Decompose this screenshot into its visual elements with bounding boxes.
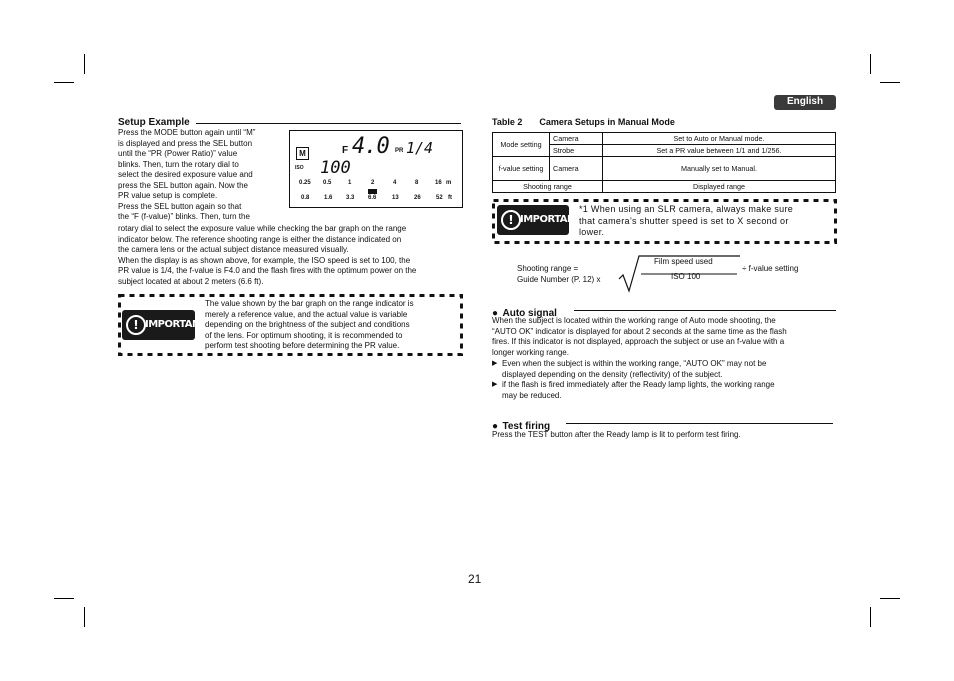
test-firing-text: Press the TEST button after the Ready lamp is lit to perform test firing. [492, 430, 741, 439]
f-label: F [342, 145, 349, 156]
pr-label: PR [395, 148, 404, 154]
lcd-display [289, 130, 463, 208]
bullet-circle-icon: ● [492, 308, 499, 319]
scale-m: 0.25 [299, 180, 311, 186]
exclamation-icon: ! [126, 315, 146, 335]
exclamation-icon: ! [501, 210, 521, 230]
table-cell: Set to Auto or Manual mode. [603, 133, 836, 145]
camera-setups-table [492, 132, 836, 193]
f-value: 4.0 [352, 134, 389, 159]
setup-narrow-text: Press the MODE button again until “M” is displayed and press the SEL button until the “PR (Power Ratio)” value blinks. Then, turn the rotary dial to select the desired exposure value and press the SEL button again. Now the PR value setup is complete. Press the SEL button again so that the “F (f-value)” blinks. Then, turn the [118, 128, 256, 221]
pr-value: 1/4 [406, 139, 434, 157]
heading-rule [574, 310, 836, 311]
important-label: IMPORTANT [145, 319, 207, 330]
heading-rule [196, 123, 461, 124]
language-badge: English [774, 95, 836, 110]
mode-indicator: M [296, 147, 309, 160]
crop-mark [880, 598, 900, 599]
table-row [493, 133, 836, 145]
table-row [493, 157, 836, 181]
setup-heading: Setup Example [118, 117, 190, 128]
triangle-bullet-icon: ▶ [492, 360, 498, 367]
table-cell: f-value setting [493, 157, 550, 181]
table-cell: Strobe [550, 145, 603, 157]
iso-value: 100 [320, 158, 351, 178]
table-cell: Set a PR value between 1/1 and 1/256. [603, 145, 836, 157]
test-firing-heading: ● Test firing [492, 421, 551, 432]
list-item: ▶ Even when the subject is within the working range, “AUTO OK” may not be displayed depending on the density (reflectivity) of the subject. [492, 359, 767, 379]
crop-mark [880, 82, 900, 83]
table-title: Camera Setups in Manual Mode [539, 117, 675, 127]
scale-ft: 52 [436, 195, 443, 201]
important-badge-left [122, 310, 207, 340]
important-left-text: The value shown by the bar graph on the range indicator is merely a reference value, and the actual value is variable depending on the brightness of the subject and conditions of the lens. For optimum shooting, it is recommended to perform test shooting before determining the PR value. [205, 299, 414, 350]
scale-m: 0.5 [323, 180, 332, 186]
scale-ft: 0.8 [301, 195, 310, 201]
bullet-circle-icon: ● [492, 421, 499, 432]
important-label: IMPORTANT [520, 214, 582, 225]
crop-mark [84, 607, 85, 627]
crop-mark [870, 607, 871, 627]
formula-denominator: ISO 100 [671, 272, 701, 281]
table-row [493, 181, 836, 193]
triangle-bullet-icon: ▶ [492, 381, 498, 388]
range-bar-segment [368, 189, 377, 194]
formula-lhs: Shooting range = Guide Number (P. 12) x [517, 264, 601, 284]
scale-ft: 6.6 [368, 195, 377, 201]
table-cell: Displayed range [603, 181, 836, 193]
setup-wide-text: rotary dial to select the exposure value while checking the bar graph on the range indicator below. The reference shooting range is either the distance indicated on the camera lens or the actual subject distance measured visually. When the display is as shown above, for example, the ISO speed is set to 100, the PR value is 1/4, the f-value is F4.0 and the flash fires with the optimum power on the subject located at about 2 meters (6.6 ft). [118, 224, 417, 286]
page-number: 21 [468, 572, 482, 586]
important-right-text: *1 When using an SLR camera, always make sure that camera’s shutter speed is set to X second or lower. [579, 204, 794, 237]
scale-m: 1 [348, 180, 352, 186]
formula-rhs: ÷ f-value setting [742, 264, 799, 273]
auto-signal-heading: ● Auto signal [492, 308, 557, 319]
heading-rule [566, 423, 833, 424]
list-item: ▶ if the flash is fired immediately after the Ready lamp lights, the working range may be reduced. [492, 380, 775, 400]
auto-signal-text: When the subject is located within the working range of Auto mode shooting, the “AUTO OK” indicator is displayed for about 2 seconds at the same time as the flash fires. If this indicator is not displayed, approach the subject or use an f-value with a longer working range. [492, 316, 787, 357]
table-cell: Manually set to Manual. [603, 157, 836, 181]
scale-ft: 13 [392, 195, 399, 201]
table-caption [492, 117, 675, 127]
crop-mark [54, 82, 74, 83]
table-cell: Camera [550, 157, 603, 181]
formula-numerator: Film speed used [654, 257, 713, 266]
scale-ft: 3.3 [346, 195, 355, 201]
scale-m: 16 [435, 180, 442, 186]
important-badge-right [497, 205, 582, 235]
scale-ft: 1.6 [324, 195, 333, 201]
crop-mark [870, 54, 871, 74]
unit-ft: ft [448, 195, 452, 201]
scale-m: 4 [393, 180, 397, 186]
iso-label: ISO [295, 165, 304, 171]
scale-m: 2 [371, 180, 375, 186]
crop-mark [54, 598, 74, 599]
scale-ft: 26 [414, 195, 421, 201]
table-cell: Mode setting [493, 133, 550, 157]
scale-m: 8 [415, 180, 419, 186]
auto-signal-bullets [492, 359, 837, 401]
crop-mark [84, 54, 85, 74]
table-number: Table 2 [492, 117, 523, 127]
unit-m: m [446, 180, 452, 186]
table-cell: Shooting range [493, 181, 603, 193]
table-cell: Camera [550, 133, 603, 145]
